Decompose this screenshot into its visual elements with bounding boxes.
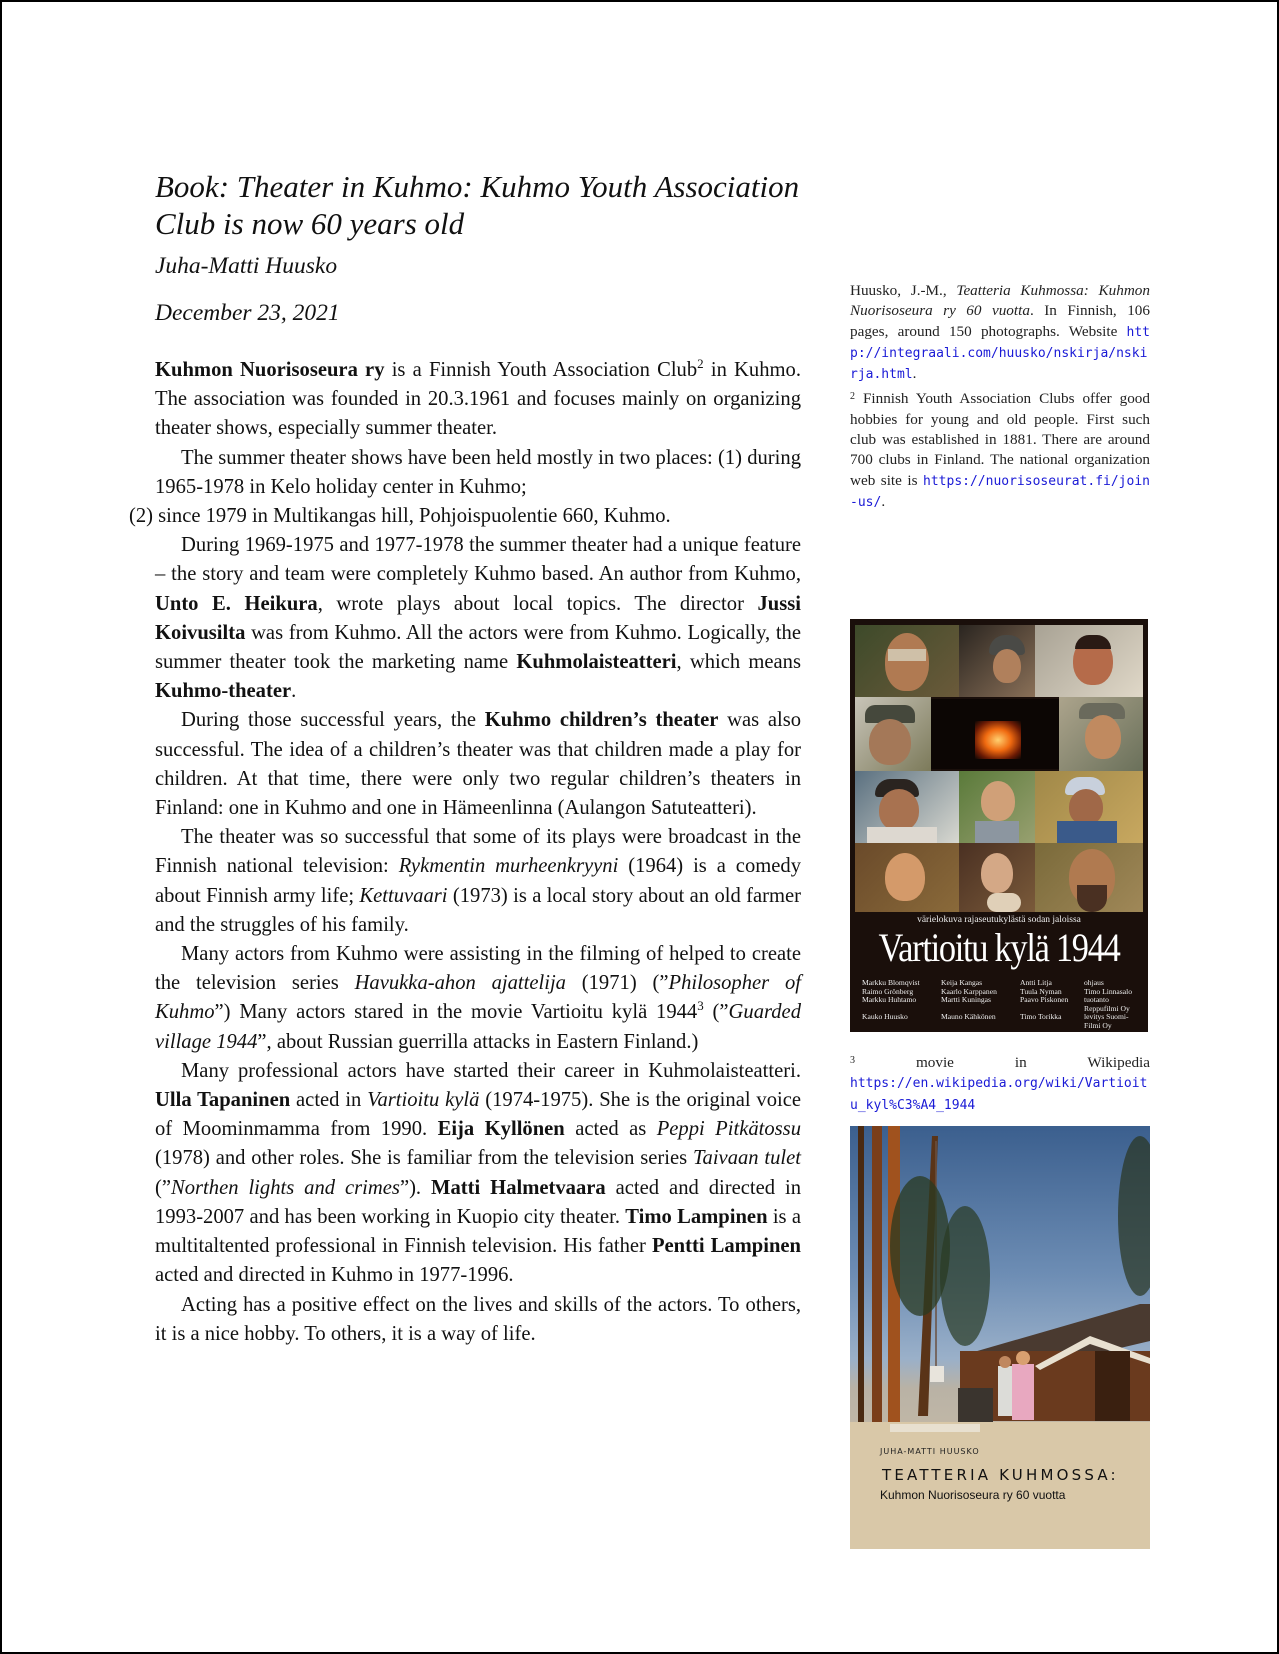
footnote-3 [850,1053,1150,1120]
tree-foliage [940,1206,990,1346]
text: (1971) (” [565,972,669,995]
text: was also successful. The idea of a children’s theater was that children made a play for children. At that time, there were only two regular children’s theaters in Finland: one in Kuhmo and one in Hämeenlinna (Aulangon Satuteatteri). [155,709,802,820]
poster-photo [855,843,959,912]
italic-title: Guarded village 1944 [155,1001,801,1053]
text: (1964) is a comedy about Finnish army life; [155,855,801,907]
italic-title: Taivaan tulet [692,1147,801,1170]
poster-photo [855,771,959,843]
sandy-ground [850,1422,1150,1549]
main-text [129,356,802,1349]
footnote-mark: 2 [850,391,855,403]
paragraph [155,823,801,940]
text: ”, about Russian guerrilla attacks in Eastern Finland.) [257,1030,699,1053]
text: is a Finnish Youth Association Club [384,359,698,381]
paragraph [155,940,801,1057]
credit: Tuula Nyman [1020,986,1062,996]
bold-term: Eija Kyllönen [437,1118,565,1141]
italic-title: Havukka-ahon ajattelija [354,972,566,995]
poster-credits [862,979,1142,1031]
text: acted as [564,1118,657,1141]
text: . In Finnish, 106 pages, around 150 photographs. Website [850,302,1150,340]
italic-title: Teatteria Kuhmossa: Kuhmon Nuorisoseura ry 60 vuotta [850,282,1150,320]
credit: levitys Suomi-Filmi Oy [1084,1012,1129,1030]
bold-term: Timo Lampinen [625,1205,768,1228]
footnote-2 [850,389,1150,513]
text: in Kuhmo. The association was founded in 20.3.1961 and focuses mainly on organizing theater shows, especially summer theater. [155,359,801,440]
cover-subtitle: Kuhmon Nuorisoseura ry 60 vuotta [880,1488,1066,1502]
tree-trunk [872,1126,882,1426]
bold-term: Pentti Lampinen [651,1235,801,1258]
paragraph [155,1057,801,1291]
poster-photo-collage [855,625,1143,912]
credit: Kaarlo Karppanen [941,986,997,996]
cover-photo [850,1126,1150,1549]
credit: Timo Linnasalo [1084,986,1133,996]
paragraph [155,706,801,823]
text: Finnish Youth Association Clubs offer good hobbies for young and old people. First such club was established in 1881. There are around 700 clubs in Finland. The national organization web site is [850,390,1150,489]
text: ”). [399,1176,432,1199]
poster-photo [855,625,959,697]
document-title: Book: Theater in Kuhmo: Kuhmo Youth Association Club is now 60 years old [155,169,800,241]
text: During those successful years, the [181,709,485,732]
credit: Keija Kangas [941,978,983,987]
book-cover-image [850,1126,1150,1549]
poster-tagline: värielokuva rajaseutukylästä sodan jaloissa [917,915,1081,925]
wikipedia-link[interactable]: https://en.wikipedia.org/wiki/Vartioitu_kyl%C3%A4_1944 [850,1076,1148,1113]
paragraph [129,444,801,532]
footnote-marker[interactable]: 3 [697,998,704,1014]
poster-photo [855,697,931,771]
text: acted and directed in 1993-2007 and has been working in Kuopio city theater. [155,1176,802,1228]
footnote-mark: 3 [850,1055,855,1066]
text: The theater was so successful that some of its plays were broadcast in the Finnish national television: [155,826,801,878]
credit: Martti Kuningas [941,995,991,1005]
text: movie in Wikipedia [915,1054,1150,1071]
standing-person-pink-dress [1012,1364,1034,1420]
footnote-marker[interactable]: 2 [697,356,704,372]
bold-term: Unto E. Heikura [155,592,318,615]
credit: Raimo Grönberg [862,986,914,996]
credit: Kauko Huusko [862,1012,908,1022]
text: . [881,492,886,510]
bold-term: Matti Halmetvaara [431,1176,606,1199]
text: Huusko, J.-M., [850,282,957,299]
credit: Mauno Kähkönen [941,1012,996,1022]
text: was from Kuhmo. All the actors were from Kuhmo. Logically, the summer theater took the marketing name [155,621,801,674]
poster-photo [1035,843,1143,912]
poster-title: Vartioitu kylä 1944 [878,925,1120,970]
text: Many actors from Kuhmo were assisting in the filming of helped to create the television series [155,943,801,995]
italic-title: Vartioitu kylä [367,1089,480,1112]
paragraph [155,356,801,444]
website-link[interactable]: http://integraali.com/huusko/nskirja/nskirja.html [850,324,1150,383]
bold-term: Jussi Koivusilta [155,592,801,644]
credit: Markku Blomqvist [862,978,920,987]
bucket [930,1366,944,1382]
credit: ohjaus [1084,978,1104,987]
text: . [291,680,297,703]
credit: Timo Torikka [1020,1012,1062,1022]
margin-note-citation [850,281,1150,385]
text: , which means [676,651,801,674]
bold-term: Kuhmolaisteatteri [516,651,677,674]
text: (1974-1975). She is the original voice of Moominmamma from 1990. [155,1089,801,1141]
text: (2) since 1979 in Multikangas hill, Pohjoispuolentie 660, Kuhmo. [129,505,671,528]
tree-trunk [858,1126,864,1426]
bold-term: Kuhmon Nuorisoseura ry [155,359,385,381]
text: ”) Many actors stared in the movie Vartioitu kylä 1944 [214,1001,698,1024]
italic-title: Northen lights and crimes [171,1176,400,1199]
text: The summer theater shows have been held mostly in two places: (1) during 1965-1978 in Kelo holiday center in Kuhmo; [155,446,801,498]
bold-term: Kuhmo-theater [155,680,292,703]
text: . [912,365,917,383]
text: acted and directed in Kuhmo in 1977-1996. [155,1264,514,1287]
italic-title: Kettuvaari [359,884,448,907]
seated-person [958,1388,993,1424]
text: acted in [290,1089,368,1112]
footnote-3-text [850,1053,1150,1073]
text: (” [703,1001,729,1024]
bench [890,1424,980,1432]
credit: Paavo Piskonen [1020,995,1069,1005]
bold-term: Kuhmo children’s theater [484,709,719,732]
cover-author: JUHA-MATTI HUUSKO [880,1447,980,1456]
text: (” [155,1176,171,1199]
tree-foliage [1118,1136,1150,1296]
website-link[interactable]: https://nuorisoseurat.fi/join-us/ [850,473,1150,510]
poster-photo [959,625,1035,697]
poster-photo [959,771,1035,843]
text: (1978) and other roles. She is familiar from the television series [155,1147,693,1170]
document-date: December 23, 2021 [155,300,340,326]
margin-notes [850,281,1150,517]
cover-title: TEATTERIA KUHMOSSA: [882,1466,1119,1484]
poster-photo [959,843,1035,912]
poster-photo [1035,625,1143,697]
text: is a multitaltented professional in Finnish television. His father [155,1205,801,1258]
credit: tuotanto Reppufilmi Oy [1084,995,1130,1013]
credit: Antti Litja [1020,978,1052,987]
text: During 1969-1975 and 1977-1978 the summer theater had a unique feature – the story and team were completely Kuhmo based. An author from Kuhmo, [155,534,801,586]
poster-photo [1035,771,1143,843]
movie-poster-image [850,619,1148,1032]
paragraph [155,1291,801,1349]
poster-photo-fire [931,699,1059,769]
cabin-door [1095,1351,1130,1421]
document-author: Juha-Matti Huusko [155,253,338,279]
poster-photo [1059,697,1143,771]
footnote-3-link-line [850,1073,1150,1116]
italic-title: Rykmentin murheenkryyni [398,855,619,878]
text: , wrote plays about local topics. The director [317,592,758,615]
paragraph [155,531,801,706]
standing-person [998,1366,1012,1416]
text: Acting has a positive effect on the lives and skills of the actors. To others, it is a nice hobby. To others, it is a way of life. [155,1293,801,1345]
bold-term: Ulla Tapaninen [155,1089,291,1112]
italic-title: Philosopher of Kuhmo [155,972,802,1024]
text: (1973) is a local story about an old farmer and the struggles of his family. [155,884,802,936]
credit: Markku Huhtamo [862,995,917,1005]
italic-title: Peppi Pitkätossu [656,1118,801,1141]
text: Many professional actors have started their career in Kuhmolaisteatteri. [181,1059,801,1082]
